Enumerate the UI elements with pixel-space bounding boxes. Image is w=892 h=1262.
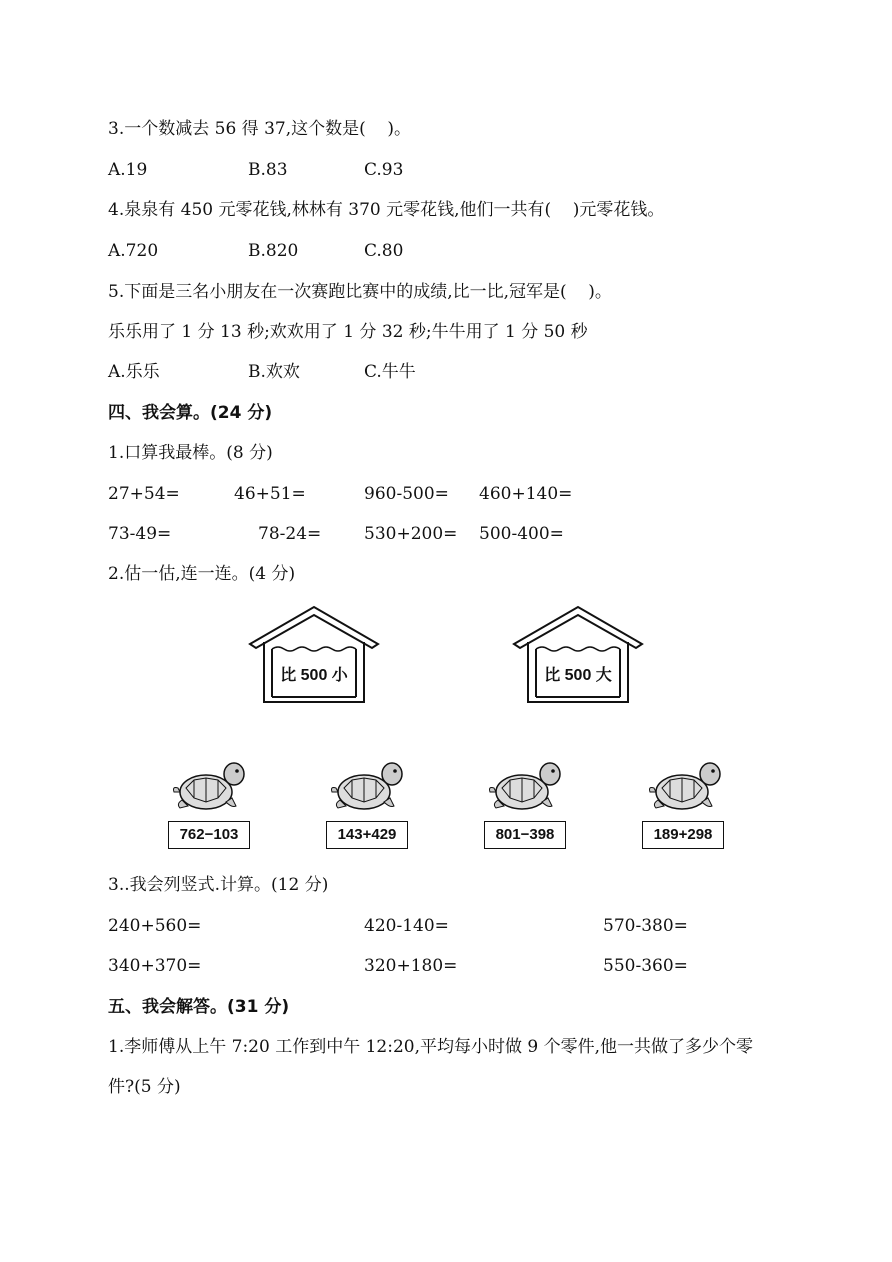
question-3-stem: 3.一个数减去 56 得 37,这个数是( )。 (108, 119, 411, 139)
mental-calc-4: 460+140= (479, 484, 573, 504)
house-less-than-500 (248, 604, 380, 704)
turtle-expression-4: 189+298 (642, 821, 724, 849)
house-label: 比 500 大 (544, 667, 612, 684)
q5-option-c: C.牛牛 (364, 362, 416, 382)
vertical-calc-4: 340+370= (108, 956, 202, 976)
turtle-icon (172, 758, 248, 818)
vertical-calc-2: 420-140= (364, 916, 449, 936)
house-icon (512, 604, 644, 704)
mental-calc-7: 530+200= (364, 524, 458, 544)
section-4-sub3-title: 3..我会列竖式.计算。(12 分) (108, 875, 329, 895)
turtle-expression-2: 143+429 (326, 821, 408, 849)
mental-calc-8: 500-400= (479, 524, 564, 544)
section-5-title: 五、我会解答。(31 分) (108, 997, 290, 1017)
vertical-calc-5: 320+180= (364, 956, 458, 976)
mental-calc-5: 73-49= (108, 524, 172, 544)
section-4-title: 四、我会算。(24 分) (108, 403, 273, 423)
turtle-expression-1: 762−103 (168, 821, 250, 849)
section-4-sub1-title: 1.口算我最棒。(8 分) (108, 443, 273, 463)
mental-calc-1: 27+54= (108, 484, 180, 504)
section-4-sub2-title: 2.估一估,连一连。(4 分) (108, 564, 296, 584)
question-4-stem: 4.泉泉有 450 元零花钱,林林有 370 元零花钱,他们一共有( )元零花钱。 (108, 200, 665, 220)
turtle-icon (330, 758, 406, 818)
q3-option-b: B.83 (248, 160, 288, 180)
section-5-q1-line1: 1.李师傅从上午 7:20 工作到中午 12:20,平均每小时做 9 个零件,他一共做了多少个零 (108, 1037, 754, 1057)
mental-calc-2: 46+51= (234, 484, 306, 504)
q4-option-b: B.820 (248, 241, 299, 261)
vertical-calc-6: 550-360= (603, 956, 688, 976)
q5-option-a: A.乐乐 (108, 362, 160, 382)
mental-calc-3: 960-500= (364, 484, 449, 504)
turtle-expression-3: 801−398 (484, 821, 566, 849)
vertical-calc-3: 570-380= (603, 916, 688, 936)
q4-option-a: A.720 (108, 241, 159, 261)
q3-option-c: C.93 (364, 160, 404, 180)
q4-option-c: C.80 (364, 241, 404, 261)
house-icon (248, 604, 380, 704)
q3-option-a: A.19 (108, 160, 148, 180)
question-5-info: 乐乐用了 1 分 13 秒;欢欢用了 1 分 32 秒;牛牛用了 1 分 50 秒 (108, 322, 588, 342)
house-label: 比 500 小 (280, 667, 348, 684)
section-5-q1-line2: 件?(5 分) (108, 1077, 181, 1097)
turtle-icon (648, 758, 724, 818)
question-5-stem: 5.下面是三名小朋友在一次赛跑比赛中的成绩,比一比,冠军是( )。 (108, 282, 612, 302)
mental-calc-6: 78-24= (258, 524, 322, 544)
q5-option-b: B.欢欢 (248, 362, 300, 382)
vertical-calc-1: 240+560= (108, 916, 202, 936)
house-greater-than-500 (512, 604, 644, 704)
turtle-icon (488, 758, 564, 818)
